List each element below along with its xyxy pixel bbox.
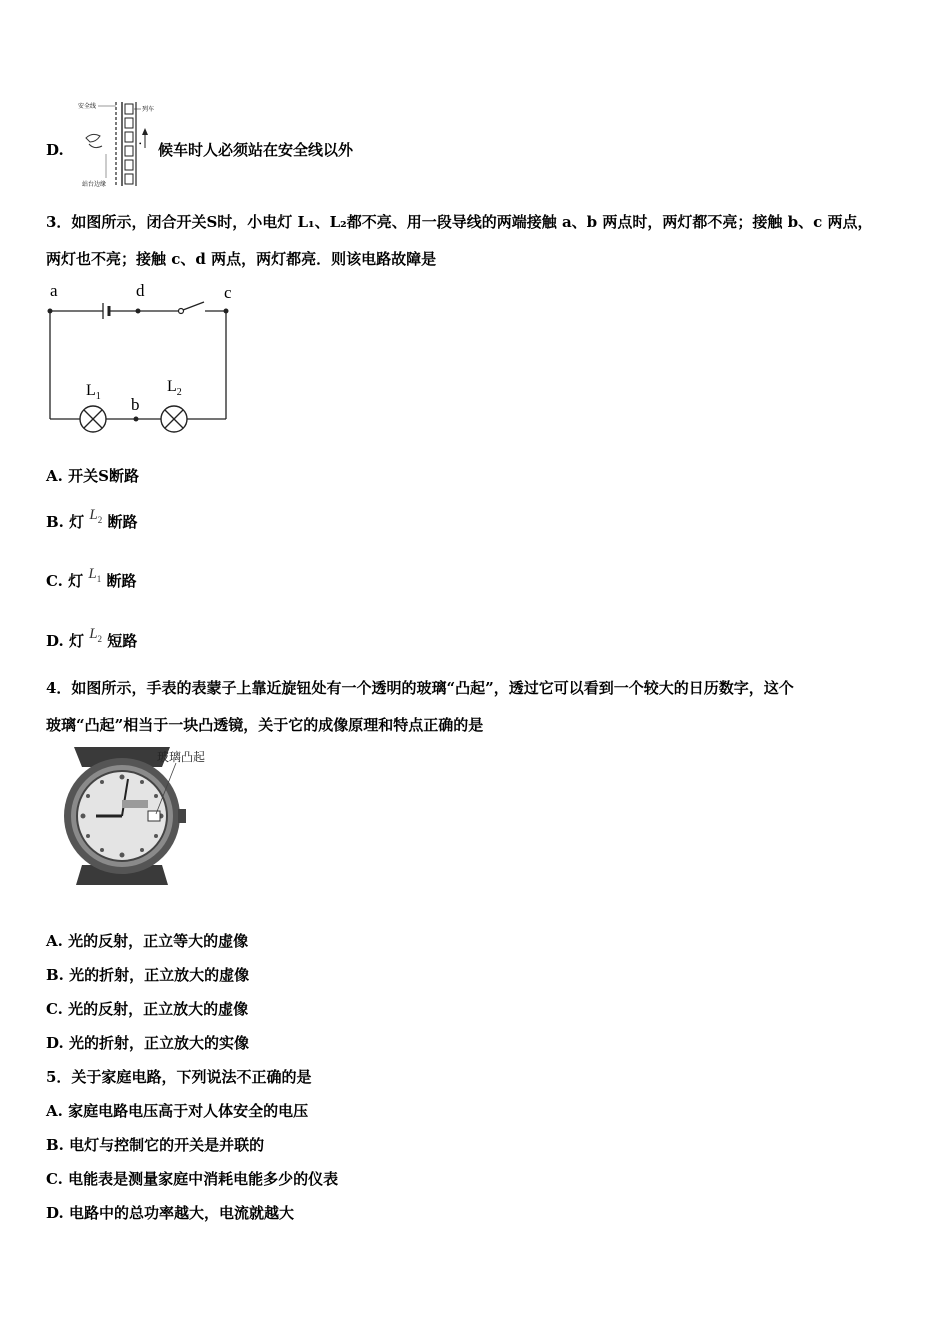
option-letter: D. xyxy=(46,1034,64,1052)
q4-stem-line1: 4．如图所示，手表的表蒙子上靠近旋钮处有一个透明的玻璃“凸起”，透过它可以看到一个较大的日历数字，这个 xyxy=(46,679,794,697)
date-window xyxy=(148,811,160,821)
option-letter: A. xyxy=(46,932,63,950)
platform-edge-label: 站台边缘 xyxy=(82,182,107,188)
option-text: 灯 xyxy=(68,572,84,590)
point-c-label: c xyxy=(224,283,232,302)
option-text: 光的反射，正立放大的虚像 xyxy=(68,1000,249,1018)
node-d xyxy=(136,309,141,314)
q5-option-c[interactable] xyxy=(46,1169,338,1189)
point-a-label: a xyxy=(50,281,58,300)
option-letter: D. xyxy=(46,632,64,650)
option-letter: D. xyxy=(46,141,64,159)
option-text-suffix: 断路 xyxy=(106,572,137,590)
q3-option-a[interactable] xyxy=(46,466,139,486)
option-letter: A. xyxy=(46,467,63,485)
option-text: 家庭电路电压高于对人体安全的电压 xyxy=(68,1102,309,1120)
q4-option-d[interactable] xyxy=(46,1033,249,1053)
option-text: 光的折射，正立放大的虚像 xyxy=(69,966,250,984)
safety-line-label: 安全线 xyxy=(78,104,97,110)
q3-option-d[interactable] xyxy=(46,626,138,657)
platform-safety-figure xyxy=(72,98,158,190)
q4-option-a[interactable] xyxy=(46,931,248,951)
train-label: 列车 xyxy=(142,107,155,113)
option-text: 光的反射，正立等大的虚像 xyxy=(68,932,249,950)
q5-stem: 5．关于家庭电路，下列说法不正确的是 xyxy=(46,1068,312,1086)
option-letter: D. xyxy=(46,1204,64,1222)
option-text-suffix: 短路 xyxy=(107,632,138,650)
option-letter: B. xyxy=(46,513,64,531)
lamp-symbol: $L_1$ xyxy=(88,566,102,584)
q4-option-c[interactable] xyxy=(46,999,248,1019)
option-text: 开关S断路 xyxy=(68,467,139,485)
option-text: 电路中的总功率越大，电流就越大 xyxy=(68,1204,294,1222)
option-text: 电能表是测量家庭中消耗电能多少的仪表 xyxy=(68,1170,339,1188)
option-text: 电灯与控制它的开关是并联的 xyxy=(69,1136,265,1154)
circuit-diagram xyxy=(40,278,250,438)
option-text: 灯 xyxy=(68,632,84,650)
q4-stem-line2: 玻璃“凸起”相当于一块凸透镜，关于它的成像原理和特点正确的是 xyxy=(46,716,484,734)
q2-option-d-text: 候车时人必须站在安全线以外 xyxy=(158,141,354,159)
lamp-symbol: $L_2$ xyxy=(89,507,103,525)
q3-option-c[interactable] xyxy=(46,566,137,597)
lamp-symbol: $L_2$ xyxy=(89,626,103,644)
node-b xyxy=(134,417,139,422)
watch-figure xyxy=(52,745,212,887)
lamp-l1-label: $L_1$ xyxy=(86,382,101,402)
q5-option-a[interactable] xyxy=(46,1101,308,1121)
option-text-suffix: 断路 xyxy=(107,513,138,531)
q3-stem-line1: 3．如图所示，闭合开关S时，小电灯 L₁、L₂都不亮、用一段导线的两端接触 a、b 两点时，两灯都不亮；接触 b、c 两点， xyxy=(46,213,873,231)
point-b-label: b xyxy=(131,395,140,414)
q4-option-b[interactable] xyxy=(46,965,249,985)
option-letter: C. xyxy=(46,1000,63,1018)
lamp-l2-label: $L_2$ xyxy=(167,378,182,398)
switch-pivot xyxy=(179,309,184,314)
point-d-label: d xyxy=(136,281,145,300)
option-text: 灯 xyxy=(69,513,85,531)
option-letter: C. xyxy=(46,572,63,590)
switch-blade xyxy=(183,302,204,310)
option-letter: B. xyxy=(46,966,64,984)
option-text: 光的折射，正立放大的实像 xyxy=(68,1034,249,1052)
q5-option-d[interactable] xyxy=(46,1203,294,1223)
q3-stem-line2: 两灯也不亮；接触 c、d 两点，两灯都亮．则该电路故障是 xyxy=(46,250,437,268)
q5-option-b[interactable] xyxy=(46,1135,264,1155)
option-letter: C. xyxy=(46,1170,63,1188)
svg-text:•: • xyxy=(139,140,142,148)
crown xyxy=(178,809,186,823)
option-letter: A. xyxy=(46,1102,63,1120)
glass-bulge-label: 玻璃凸起 xyxy=(157,750,206,764)
q3-option-b[interactable] xyxy=(46,507,138,538)
q2-option-d[interactable] xyxy=(46,140,64,160)
option-letter: B. xyxy=(46,1136,64,1154)
